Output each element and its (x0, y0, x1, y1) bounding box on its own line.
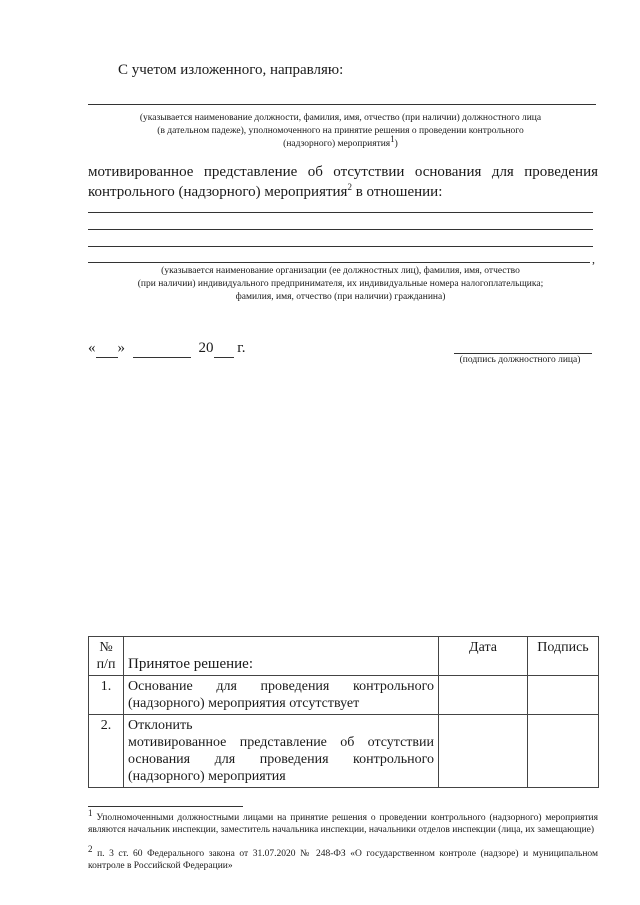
subject-caption (88, 265, 593, 304)
year-field[interactable] (214, 340, 234, 358)
row-2-date-cell[interactable] (439, 715, 528, 788)
footnote-2-mark: 2 (88, 843, 93, 854)
year-century: 20 (198, 340, 214, 356)
table-row (89, 715, 599, 788)
header-num: № п/п (89, 637, 124, 676)
decision-table (88, 636, 599, 788)
footnote-separator (88, 806, 243, 807)
row-1-date-cell[interactable] (439, 676, 528, 715)
table-header-row (89, 637, 599, 676)
row-2-signature-cell[interactable] (528, 715, 599, 788)
table-row (89, 676, 599, 715)
representation-line2-b: в отношении: (351, 184, 443, 200)
official-caption-line3: (надзорного) мероприятия1) (283, 133, 398, 149)
subject-line-3[interactable] (88, 246, 593, 247)
signature-caption: (подпись должностного лица) (459, 355, 581, 365)
official-name-line[interactable] (88, 104, 596, 105)
header-decision: Принятое решение: (124, 637, 439, 676)
date-open-quote: « (88, 340, 96, 356)
date-line (88, 340, 245, 358)
subject-caption-line2: (при наличии) индивидуального предпринимателя, их индивидуальные номера налогоплательщика; (137, 279, 544, 289)
day-field[interactable] (96, 340, 118, 358)
header-date: Дата (439, 637, 528, 676)
representation-line2 (88, 184, 442, 200)
official-caption-line2: (в дательном падеже), уполномоченного на принятие решения о проведении контрольного (157, 126, 524, 136)
official-caption-line1: (указывается наименование должности, фамилия, имя, отчество (при наличии) должностного лица (139, 113, 542, 123)
row-2-line2: мотивированное представление об отсутствии (128, 735, 434, 750)
row-1-signature-cell[interactable] (528, 676, 599, 715)
row-2-num: 2. (89, 715, 124, 788)
subject-caption-line1: (указывается наименование организации (ее должностных лиц), фамилия, имя, отчество (161, 266, 520, 276)
row-1-decision (124, 676, 439, 715)
representation-line1: мотивированное представление об отсутствии основания для проведения (88, 164, 598, 180)
row-1-line2: (надзорного) мероприятия отсутствует (128, 696, 360, 711)
header-signature: Подпись (528, 637, 599, 676)
footnote-mark-1: 1 (390, 133, 395, 144)
date-close-quote: » (117, 340, 125, 356)
subject-line-end-dot: , (592, 252, 595, 266)
representation-paragraph (88, 162, 598, 202)
row-2-line1: Отклонить (128, 718, 193, 733)
subject-caption-line3: фамилия, имя, отчество (при наличии) гражданина) (235, 292, 446, 302)
subject-line-1[interactable] (88, 212, 593, 213)
official-caption (88, 112, 593, 151)
footnote-1 (88, 807, 599, 836)
footnote-1-text: Уполномоченными должностными лицами на принятие решения о проведении контрольного (надзорного) мероприятия являются начальник инспекции, заместитель начальника инспекции, начальники отделов инспекции (лица, их замещающие) (88, 813, 599, 835)
footnote-1-mark: 1 (88, 807, 93, 818)
row-2-line3: основания для проведения контрольного (128, 752, 434, 767)
subject-line-2[interactable] (88, 229, 593, 230)
month-field[interactable] (133, 340, 191, 358)
subject-line-4[interactable] (88, 262, 590, 263)
row-1-num: 1. (89, 676, 124, 715)
signature-line[interactable] (454, 353, 592, 354)
row-2-decision (124, 715, 439, 788)
footnote-2-text: п. 3 ст. 60 Федерального закона от 31.07.2020 № 248-ФЗ «О государственном контроле (надзоре) и муниципальном контроле в Российской Федерации» (88, 849, 598, 871)
footnote-mark-2: 2 (347, 182, 352, 192)
official-caption-line3-text: (надзорного) мероприятия (283, 139, 391, 149)
row-1-line1: Основание для проведения контрольного (128, 679, 434, 694)
intro-text: С учетом изложенного, направляю: (118, 62, 344, 78)
representation-line2-a: контрольного (надзорного) мероприятия (88, 184, 348, 200)
footnote-2 (88, 843, 598, 872)
row-2-line4: (надзорного) мероприятия (128, 769, 286, 784)
year-suffix: г. (237, 340, 246, 356)
